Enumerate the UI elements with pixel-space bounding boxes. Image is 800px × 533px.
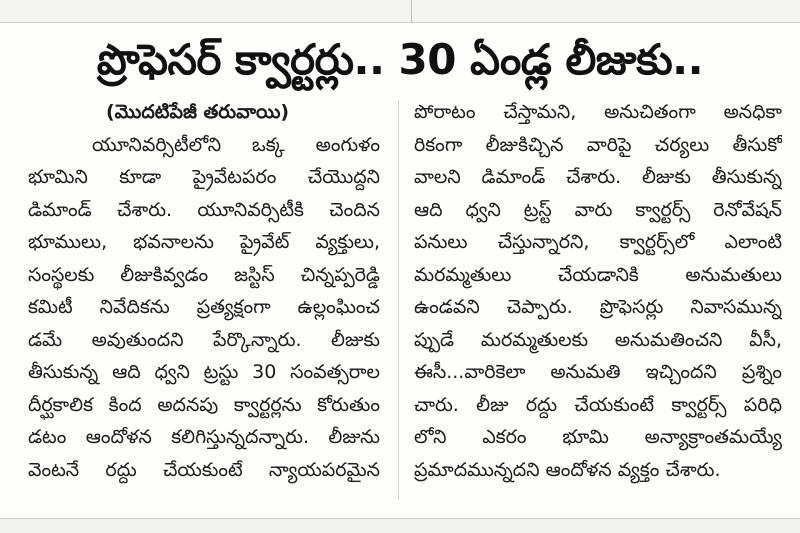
- text-line: పోరాటం చేస్తామని, అనుచితంగా అనధికా: [414, 101, 782, 123]
- text-line: భూమిని కూడా ప్రైవేటపరం చేయొద్దని: [28, 166, 380, 188]
- text-line: యూనివర్సిటీలోని ఒక్క అంగుళం: [92, 133, 380, 156]
- text-line: మరమ్మతులు చేయడానికి అనుమతులు: [414, 263, 782, 286]
- text-line: ఉండవని చెప్పారు. ప్రొఫెసర్లు నివాసమున్న: [414, 296, 782, 318]
- bottom-border: [0, 518, 800, 533]
- top-divider: [411, 0, 412, 22]
- text-line: డిమాండ్ చేశారు. యూనివర్సిటీకి చెందిన: [28, 198, 380, 221]
- text-line: తీసుకున్న ఆది ధ్వని ట్రస్టు 30 సంవత్సరాల: [28, 361, 380, 383]
- column-divider: [398, 100, 399, 500]
- continued-note: (మొదటిపేజీ తరువాయి): [106, 101, 290, 123]
- text-line: ఆది ధ్వని ట్రస్ట్ వారు క్వార్టర్స్ రెనోవేషన్: [414, 198, 782, 221]
- text-line: డమే అవుతుందని పేర్కొన్నారు. లీజుకు: [28, 328, 380, 351]
- headline: ప్రొఫెసర్ క్వార్టర్లు.. 30 ఏండ్ల లీజుకు..: [96, 35, 704, 84]
- text-line: పనులు చేస్తున్నారని, క్వార్టర్స్‌లో ఎలాంటి: [414, 231, 782, 253]
- left-column: [28, 96, 380, 486]
- text-line: ఈసీ...వారికెలా అనుమతి ఇచ్చిందని ప్రశ్నిం: [414, 361, 782, 383]
- text-line: దీర్ఘకాలిక కింద అదనపు క్వార్టర్లను కోరుతుం: [28, 393, 380, 416]
- text-line: వెంటనే రద్దు చేయకుంటే న్యాయపరమైన: [28, 458, 380, 481]
- top-border: [0, 0, 800, 23]
- text-line: ప్రమాదమున్నదని ఆందోళన వ్యక్తం చేశారు.: [414, 458, 721, 481]
- right-column: [414, 96, 782, 486]
- text-line: రికంగా లీజుకిచ్చిన వారిపై చర్యలు తీసుకో: [414, 133, 782, 156]
- text-line: డటం ఆందోళన కలిగిస్తున్నదన్నారు. లీజును: [28, 426, 380, 448]
- text-line: చారు. లీజు రద్దు చేయకుంటే క్వార్టర్స్ పరిధి: [414, 393, 782, 416]
- text-line: వాలని డిమాండ్ చేశారు. లీజుకు తీసుకున్న: [414, 166, 782, 188]
- text-line: సంస్థలకు లీజుకివ్వడం జస్టిస్ చిన్నప్పరెడ్డి: [28, 263, 380, 286]
- text-line: ప్పుడే మరమ్మతులకు అనుమతించని వీసీ,: [414, 328, 782, 351]
- text-line: లోని ఎకరం భూమి అన్యాక్రాంతమయ్యే: [414, 426, 782, 448]
- text-line: భూములు, భవనాలను ప్రైవేట్ వ్యక్తులు,: [28, 231, 380, 253]
- text-line: కమిటీ నివేదికను ప్రత్యక్షంగా ఉల్లంఘించ: [28, 296, 380, 318]
